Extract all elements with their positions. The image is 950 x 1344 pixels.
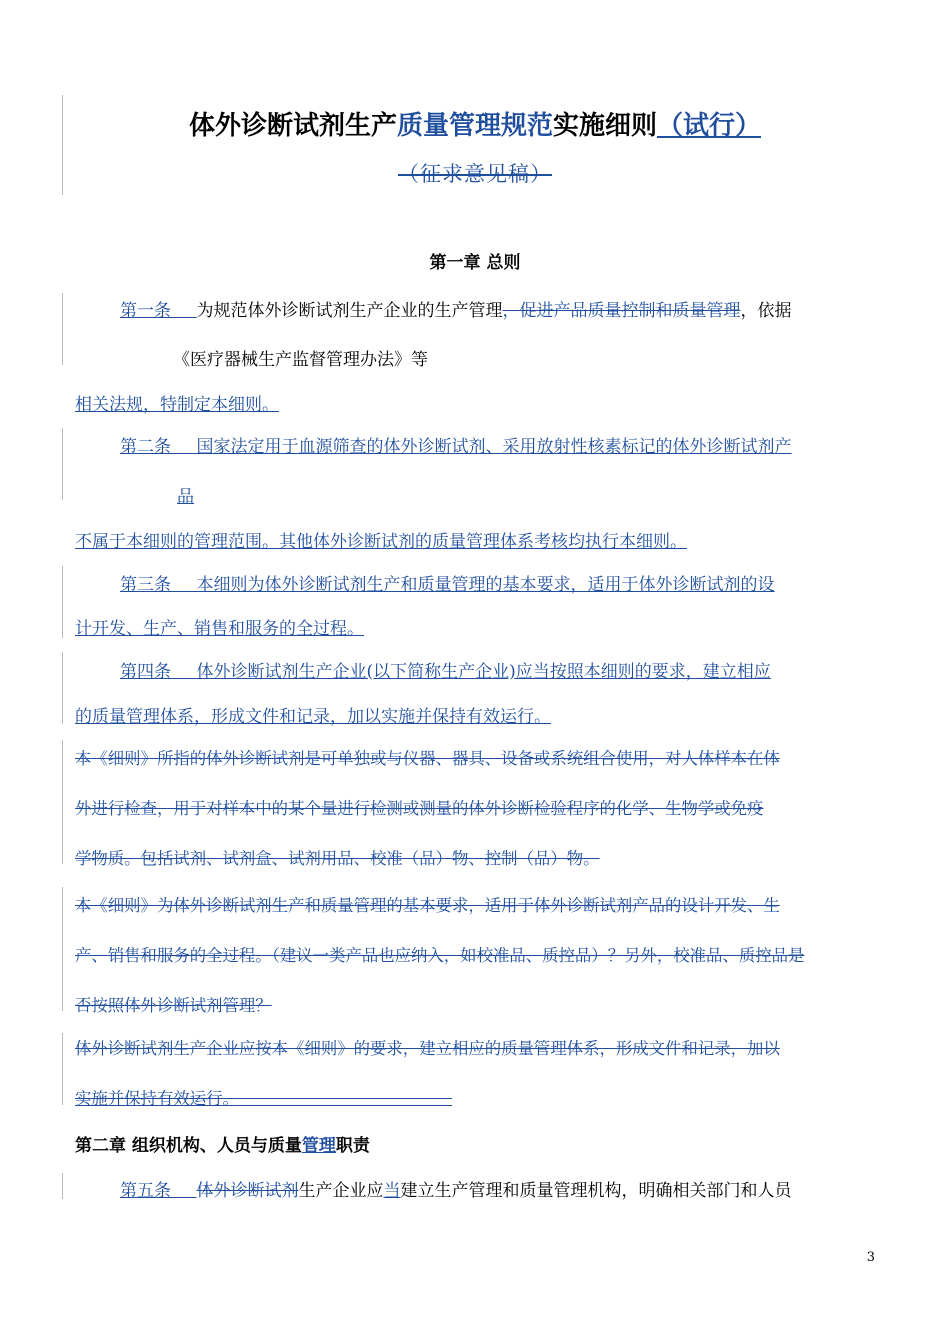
article2-line3: 不属于本细则的管理范围。其他体外诊断试剂的质量管理体系考核均执行本细则。 (75, 532, 687, 552)
chapter1-heading: 第一章 总则 (429, 253, 521, 273)
chapter2-heading-part1: 第二章 组织机构、人员与质量 (75, 1136, 302, 1156)
draft-note (0, 158, 950, 188)
change-bar (62, 740, 63, 864)
article1-line2: 《医疗器械生产监督管理办法》等 (173, 350, 428, 370)
document-title (0, 105, 950, 142)
article3-line1 (120, 570, 775, 595)
article3-text: 本细则为体外诊断试剂生产和质量管理的基本要求，适用于体外诊断试剂的设 (196, 575, 775, 595)
article2-line1 (120, 432, 792, 457)
article5-text2: 建立生产管理和质量管理机构，明确相关部门和人员 (400, 1181, 792, 1201)
article1-text: 为规范体外诊断试剂生产企业的生产管理 (196, 301, 503, 321)
article5-line1 (120, 1176, 792, 1201)
article1-text-tail: ，依据 (740, 301, 792, 321)
change-bar (62, 428, 63, 500)
article3-line2: 计开发、生产、销售和服务的全过程。 (75, 619, 364, 639)
deleted-para3-line1: 体外诊断试剂生产企业应按本《细则》的要求，建立相应的质量管理体系，形成文件和记录，加以 (75, 1039, 780, 1058)
label-gap (171, 662, 197, 682)
label-gap (171, 301, 197, 321)
change-bar (62, 652, 63, 724)
label-gap (171, 575, 197, 595)
deleted-para2-line2: 产、销售和服务的全过程。（建议一类产品也应纳入，如校准品、质控品）？另外，校准品、质控品是 (75, 946, 805, 965)
title-part1: 体外诊断试剂生产 (188, 111, 397, 141)
deleted-para2-line3: 否按照体外诊断试剂管理？ (75, 996, 272, 1015)
chapter2-heading (75, 1131, 370, 1156)
label-gap (171, 437, 197, 457)
change-bar (62, 887, 63, 1011)
article5-text1: 生产企业应 (298, 1181, 384, 1201)
change-bar (62, 1033, 63, 1105)
deleted-para2-line1: 本《细则》为体外诊断试剂生产和质量管理的基本要求，适用于体外诊断试剂产品的设计开发、生 (75, 896, 780, 915)
change-bar (62, 293, 63, 365)
title-part4-inserted: （试行） (657, 111, 762, 141)
title-part3: 实施细则 (553, 111, 658, 141)
deleted-para1-line3: 学物质。包括试剂、试剂盒、试剂用品、校准（品）物、控制（品）物。 (75, 849, 600, 868)
article1-line3: 相关法规，特制定本细则。 (75, 395, 279, 415)
change-bar (62, 566, 63, 638)
article2-text: 国家法定用于血源筛查的体外诊断试剂、采用放射性核素标记的体外诊断试剂产 (196, 437, 792, 457)
article4-line1 (120, 657, 771, 682)
draft-note-deleted: （征求意见稿） (398, 162, 552, 186)
article4-text: 体外诊断试剂生产企业(以下简称生产企业)应当按照本细则的要求，建立相应 (196, 662, 771, 682)
article5-deleted: 体外诊断试剂 (196, 1181, 299, 1201)
article5-inserted: 当 (383, 1181, 401, 1201)
article3-label: 第三条 (120, 575, 171, 595)
change-bar (62, 1173, 63, 1199)
deleted-para1-line2: 外进行检查，用于对样本中的某个量进行检测或测量的体外诊断检验程序的化学、生物学或免疫 (75, 799, 764, 818)
label-gap (171, 1181, 197, 1201)
trailing-underline (239, 1089, 452, 1108)
chapter2-heading-part3: 职责 (335, 1136, 370, 1156)
deleted-para1-line1: 本《细则》所指的体外诊断试剂是可单独或与仪器、器具、设备或系统组合使用，对人体样本在体 (75, 749, 780, 768)
article2-line2: 品 (177, 487, 194, 507)
article2-label: 第二条 (120, 437, 171, 457)
deleted-para3-line2 (75, 1085, 452, 1109)
article1-deleted: ，促进产品质量控制和质量管理 (502, 301, 741, 321)
deleted-para3-text: 实施并保持有效运行。 (75, 1089, 239, 1108)
article4-label: 第四条 (120, 662, 171, 682)
article4-line2: 的质量管理体系，形成文件和记录，加以实施并保持有效运行。 (75, 707, 551, 727)
article5-label: 第五条 (120, 1181, 171, 1201)
article1-line1 (120, 296, 792, 321)
page-number: 3 (866, 1250, 875, 1265)
title-part2-inserted: 质量管理规范 (396, 111, 553, 141)
chapter2-heading-inserted: 管理 (301, 1136, 336, 1156)
article1-label: 第一条 (120, 301, 171, 321)
